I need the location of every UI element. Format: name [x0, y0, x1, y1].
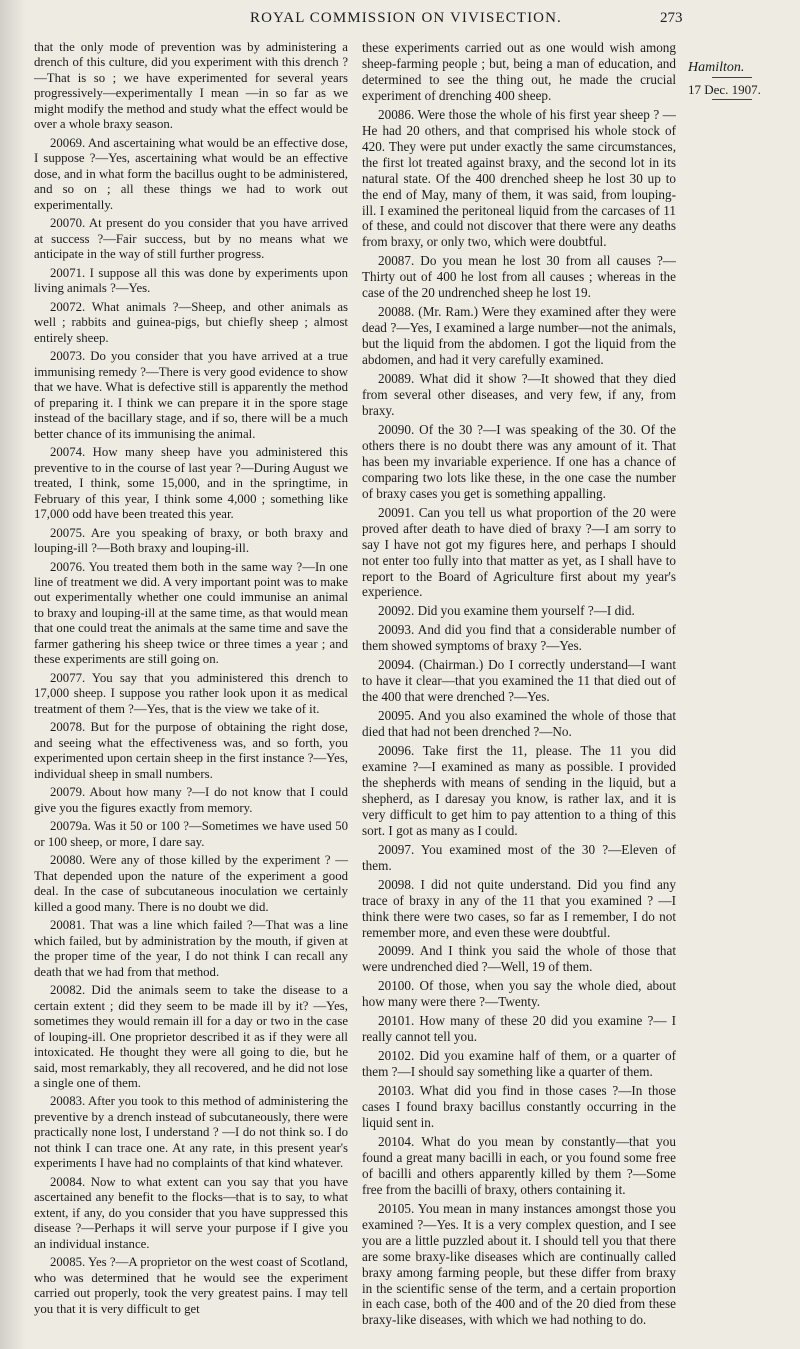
- testimony-paragraph: 20079a. Was it 50 or 100 ?—Sometimes we have used 50 or 100 sheep, or more, I dare say.: [34, 819, 348, 849]
- testimony-paragraph: 20091. Can you tell us what proportion of the 20 were proved after death to have died of braxy ?—I am sorry to say I have not got my figures here, and perhaps I should not enter too fully into that matter as yet, as I shall have to report to the Board of Agriculture first about my year's experience.: [362, 504, 676, 600]
- testimony-paragraph: 20080. Were any of those killed by the experiment ? —That depended upon the nature of the experiment a good deal. In the case of subcutaneous inoculation we certainly killed a good many. There is no doubt we did.: [34, 853, 348, 914]
- margin-witness-name: Hamilton.: [688, 60, 745, 75]
- testimony-paragraph: 20105. You mean in many instances amongst those you examined ?—Yes. It is a very complex question, and I see you are a little puzzled about it. I should tell you that there are some braxy-like diseases which are continually called braxy among farming people, but these differ from braxy in the scientific sense of the term, and a certain proportion in each case, both of the 400 and of the 20 died from these braxy-like diseases, with which we had nothing to do.: [362, 1200, 676, 1328]
- testimony-paragraph: 20104. What do you mean by constantly—that you found a great many bacilli in each, or you found some free of bacilli and others apparently killed by them ?—Some free from the bacilli of braxy, others containing it.: [362, 1133, 676, 1197]
- testimony-paragraph: 20090. Of the 30 ?—I was speaking of the 30. Of the others there is no doubt there was any amount of it. That has been my invariable experience. If one has a chance of comparing two lots like these, in the one case the number of braxy cases you get is something appalling.: [362, 421, 676, 501]
- testimony-paragraph: these experiments carried out as one would wish among sheep-farming people ; but, being a man of education, and determined to see the thing out, he made the crucial experiment of drenching 400 sheep.: [362, 40, 676, 103]
- testimony-paragraph: 20095. And you also examined the whole of those that died that had not been drenched ?—No.: [362, 708, 676, 740]
- testimony-paragraph: 20086. Were those the whole of his first year sheep ? —He had 20 others, and that comprised his whole stock of 420. They were put under exactly the same circumstances, the first lot treated against braxy, and the second lot in its natural state. Of the 400 drenched sheep he lost 30 up to the end of May, many of them, it was said, from louping-ill. I examined the peritoneal liquid from the carcases of 11 of these, and could not discover that there were any deaths from braxy, or only two, which were doubtful.: [362, 106, 676, 250]
- testimony-paragraph: 20102. Did you examine half of them, or a quarter of them ?—I should say something like a quarter of them.: [362, 1048, 676, 1080]
- testimony-paragraph: 20099. And I think you said the whole of those that were undrenched died ?—Well, 19 of them.: [362, 943, 676, 975]
- testimony-paragraph: 20094. (Chairman.) Do I correctly understand—I want to have it clear—that you examined the 11 that died out of the 400 that were drenched ?—Yes.: [362, 657, 676, 705]
- testimony-paragraph: 20069. And ascertaining what would be an effective dose, I suppose ?—Yes, ascertaining what would be an effective dose, and in what form the bacillus ought to be administered, and so on ; all these things we had to work out experimentally.: [34, 135, 348, 212]
- testimony-paragraph: that the only mode of prevention was by administering a drench of this culture, did you experiment with this drench ?—That is so ; we have experimented for several years progressively—experimentally I mean —in so far as we might modify the method and study what the effect would be over a whole braxy season.: [34, 40, 348, 132]
- testimony-paragraph: 20070. At present do you consider that you have arrived at success ?—Fair success, but by no means what we anticipate in the way of still further progress.: [34, 216, 348, 262]
- margin-date: 17 Dec. 1907.: [688, 82, 761, 97]
- page-header: [0, 8, 800, 30]
- testimony-paragraph: 20083. After you took to this method of administering the preventive by a drench instead of subcutaneously, there were practically none lost, I understand ? —I do not think so. I do not think I can trace one. At any rate, in this present year's experiments I have had no complaints of that kind whatever.: [34, 1094, 348, 1171]
- testimony-paragraph: 20101. How many of these 20 did you examine ?— I really cannot tell you.: [362, 1013, 676, 1045]
- testimony-paragraph: 20085. Yes ?—A proprietor on the west coast of Scotland, who was determined that he would see the experiment carried out properly, took the very greatest pains. I may tell you that it is very difficult to get: [34, 1255, 348, 1316]
- page-number: 273: [660, 10, 683, 26]
- testimony-paragraph: 20074. How many sheep have you administered this preventive to in the course of last year ?—During August we treated, I think, some 15,000, and in the springtime, in February of this year, I think some 4,000 ; something like 17,000 odd have been treated this year.: [34, 445, 348, 522]
- testimony-paragraph: 20093. And did you find that a considerable number of them showed symptoms of braxy ?—Yes.: [362, 622, 676, 654]
- testimony-paragraph: 20082. Did the animals seem to take the disease to a certain extent ; did they seem to be made ill by it? —Yes, sometimes they would remain ill for a day or two in the case of louping-ill. One proprietor described it as if they were all intoxicated. He thought they were all going to die, but he said, most remarkably, they all recovered, and he did not lose a single one of them.: [34, 983, 348, 1090]
- testimony-paragraph: 20087. Do you mean he lost 30 from all causes ?— Thirty out of 400 he lost from all causes ; whereas in the case of the 20 undrenched sheep he lost 19.: [362, 253, 676, 301]
- right-column: [362, 40, 676, 1331]
- testimony-paragraph: 20100. Of those, when you say the whole died, about how many were there ?—Twenty.: [362, 978, 676, 1010]
- testimony-paragraph: 20078. But for the purpose of obtaining the right dose, and seeing what the effectiveness was, and so forth, you experimented upon certain sheep in the first instance ?—Yes, individual sheep in small numbers.: [34, 720, 348, 781]
- testimony-paragraph: 20081. That was a line which failed ?—That was a line which failed, but by administration by the mouth, if given at the proper time of the year, I do not think I can recall any death that we had from that method.: [34, 918, 348, 979]
- testimony-paragraph: 20097. You examined most of the 30 ?—Eleven of them.: [362, 841, 676, 873]
- testimony-paragraph: 20088. (Mr. Ram.) Were they examined after they were dead ?—Yes, I examined a large number—not the animals, but the liquid from the abdomen. I got the liquid from the abdomen, and had it very carefully examined.: [362, 304, 676, 368]
- left-column: [34, 40, 348, 1320]
- testimony-paragraph: 20073. Do you consider that you have arrived at a true immunising remedy ?—There is very good evidence to show that we have. What is defective still is apparently the method of preparing it. I think we can prepare it in the spore stage instead of the bacillary stage, and if so, there will be a much better chance of its immunising the animal.: [34, 349, 348, 441]
- testimony-paragraph: 20075. Are you speaking of braxy, or both braxy and louping-ill ?—Both braxy and louping-ill.: [34, 525, 348, 556]
- running-title: ROYAL COMMISSION ON VIVISECTION.: [250, 10, 562, 26]
- testimony-paragraph: 20077. You say that you administered this drench to 17,000 sheep. I suppose you rather look upon it as medical treatment of them ?—Yes, that is the view we take of it.: [34, 670, 348, 716]
- margin-rule: [712, 99, 752, 100]
- testimony-paragraph: 20096. Take first the 11, please. The 11 you did examine ?—I examined as many as possible. I provided the shepherds with means of sending in the liquid, but a shepherd, as I daresay you know, is rather lax, and it is very difficult to get him to pay attention to a thing of this sort. I got as many as I could.: [362, 743, 676, 838]
- margin-rule: [712, 77, 752, 78]
- testimony-paragraph: 20076. You treated them both in the same way ?—In one line of treatment we did. A very important point was to make out experimentally whether one could immunise an animal to braxy and louping-ill at the same time, as that would mean that one could treat the animals at the same time and save the farmer gathering his sheep twice or three times a year ; and these experiments are still going on.: [34, 559, 348, 667]
- testimony-paragraph: 20103. What did you find in those cases ?—In those cases I found braxy bacillus constantly occurring in the liquid sent in.: [362, 1083, 676, 1130]
- page-edge-shadow: [0, 0, 26, 1349]
- testimony-paragraph: 20079. About how many ?—I do not know that I could give you the figures exactly from memory.: [34, 785, 348, 815]
- testimony-paragraph: 20084. Now to what extent can you say that you have ascertained any benefit to the flocks—that is to say, to what extent, if any, do you consider that you have suppressed this disease ?—Perhaps it will serve your purpose if I give you an individual instance.: [34, 1174, 348, 1251]
- testimony-paragraph: 20072. What animals ?—Sheep, and other animals as well ; rabbits and guinea-pigs, but chiefly sheep ; almost entirely sheep.: [34, 299, 348, 345]
- testimony-paragraph: 20092. Did you examine them yourself ?—I did.: [378, 603, 635, 619]
- testimony-paragraph: 20089. What did it show ?—It showed that they died from several other diseases, and very few, if any, from braxy.: [362, 371, 676, 418]
- testimony-paragraph: 20098. I did not quite understand. Did you find any trace of braxy in any of the 11 that you examined ? —I think there were two cases, so far as I remember, I do not remember more, and even these were doubtful.: [362, 876, 676, 940]
- testimony-paragraph: 20071. I suppose all this was done by experiments upon living animals ?—Yes.: [34, 265, 348, 296]
